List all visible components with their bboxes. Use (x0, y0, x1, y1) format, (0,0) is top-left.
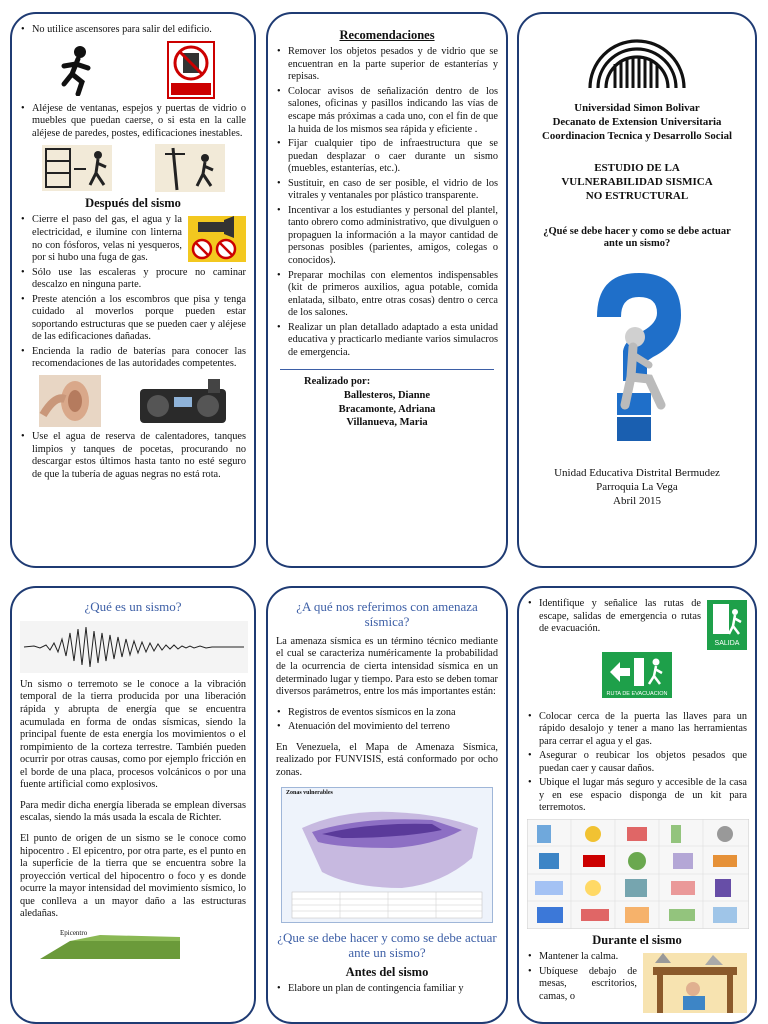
institution-line: Decanato de Extension Universitaria (552, 115, 722, 128)
radio-icon (138, 377, 228, 425)
seismic-hazard-title: ¿A qué nos referimos con amenaza sísmica? (296, 599, 478, 629)
panel-recommendations (266, 12, 508, 568)
after-earthquake-title: Después del sismo (85, 196, 181, 211)
map-title: Zonas vulnerables (286, 790, 333, 797)
study-title-line: NO ESTRUCTURAL (585, 190, 689, 203)
panel-seismic-hazard (266, 586, 508, 1024)
before-item: • Elabore un plan de contingencia familiar y (276, 983, 498, 996)
cover-question: ¿Qué se debe hacer y como se debe actuar ante un sismo? (543, 225, 731, 250)
paragraph: El punto de origen de un sismo se le conoce como hipocentro . El epicentro, por otra parte, es el punto en la superficie de la tierra que se encuentra sobre la proyección vertical del hipocentro o foco y es donde ocurre la mayor intensidad del movimiento sísmico, lo que conlleva a un mayor daño a las estructuras aledañas. (20, 832, 246, 920)
before-earthquake-title: Antes del sismo (345, 965, 429, 980)
terrain-block-icon (40, 935, 180, 959)
epicenter-label: Epicentro (60, 928, 88, 937)
panel-what-is-earthquake (10, 586, 256, 1024)
after-item: • Encienda la radio de baterías para conocer las recomendaciones de las autoridades competentes. (20, 346, 246, 371)
paragraph: Para medir dicha energía liberada se emplean diversas escalas, siendo la más usada la escala de Richter. (20, 799, 246, 824)
prep-item: • Colocar cerca de la puerta las llaves para un rápido desalojo y tener a mano las herramientas para cerrar el agua y el gas. (527, 711, 747, 749)
usb-logo (527, 26, 747, 95)
cover-footer (527, 466, 747, 509)
recommendation-item: • Colocar avisos de señalización dentro de los salones, oficinas y pasillos indicando las vías de escape más próximas a cada uno, con el fin de que la huida de los mismos sea rápida y eficiente . (276, 86, 498, 136)
panel-after-earthquake (10, 12, 256, 568)
windows-images (20, 144, 246, 192)
evacuation-route-sign (527, 652, 747, 703)
prep-item: • Ubique el lugar más seguro y accesible de la casa y en ese espacio disponga de un kit para terremotos. (527, 777, 747, 815)
what-is-earthquake-title: ¿Qué es un sismo? (84, 599, 182, 614)
hazard-intro: La amenaza sísmica es un término técnico mediante el cual se caracteriza numéricamente la probabilidad de la ocurrencia de cierta intensidad sísmica en un determinado lugar y tiempo. Para esto se deben tomar diversos parámetros, entre los más importantes están: (276, 635, 498, 698)
publication-date: Abril 2015 (613, 495, 661, 508)
during-earthquake-title: Durante el sismo (592, 932, 682, 947)
made-by-label: Realizado por: (304, 376, 371, 388)
question-mark-figure-icon (577, 265, 697, 445)
after-item: • Sólo use las escaleras y procure no caminar descalzo en ninguna parte. (20, 267, 246, 292)
falling-pole-icon (155, 144, 225, 192)
recommendation-item: • Preparar mochilas con elementos indispensables (kit de primeros auxilios, agua potable, comida enlatada, silbato, entre otras cosas) dentro o cerca de los salones. (276, 270, 498, 320)
after-item: • Cierre el paso del gas, el agua y la electricidad, e ilumine con linterna no con fósforos, velas ni yesqueros, por si hubo una fuga de gas. (20, 214, 246, 264)
evacuation-route-icon (602, 652, 672, 698)
recommendation-item: • Realizar un plan detallado adaptado a esta unidad educativa y practicarlo mediante varios simulacros de emergencia. (276, 322, 498, 360)
seismogram-icon (20, 621, 248, 673)
running-man-icon (52, 44, 104, 96)
bullet-reserve-water: • Use el agua de reserva de calentadores, tanques limpios y tanques de pocetas, procurando no descargar estos últimos hasta tanto no esté seguro de que la tubería de aguas negras no está rota. (20, 431, 246, 481)
bullet-no-elevators: • No utilice ascensores para salir del edificio. (20, 24, 246, 37)
study-title (527, 161, 747, 204)
no-elevator-sign-icon (167, 41, 215, 99)
shelf-falling-icon (42, 145, 112, 191)
recommendations-title: Recomendaciones (339, 28, 435, 42)
venezuela-map-icon (282, 788, 492, 922)
prep-item: • Identifique y señalice las rutas de escape, salidas de emergencia o rutas de evacuación. (527, 598, 747, 636)
recommendation-item: • Fijar cualquier tipo de infraestructura que se puedan desplazar o caer durante un sismo (muebles, estanterías, etc.). (276, 138, 498, 176)
university-logo-icon (582, 26, 692, 90)
study-title-line: VULNERABILIDAD SISMICA (561, 175, 713, 188)
route-sign-text: RUTA DE EVACUACION (606, 691, 668, 697)
recommendation-item: • Sustituir, en caso de ser posible, el vidrio de los vitrales y ventanales por plástico transparente. (276, 178, 498, 203)
hazard-parameter: • Atenuación del movimiento del terreno (276, 721, 498, 734)
institution-line: Coordinacion Tecnica y Desarrollo Social (542, 129, 732, 142)
exit-sign-text: SALIDA (714, 640, 740, 647)
listening-ear-icon (39, 375, 101, 427)
recommendation-item: • Incentivar a los estudiantes y personal del plantel, tanto obrero como administrativo, que divulguen o propaguen la información a la mayor cantidad de personas posibles (parientes, amigos, colegas o conocidos). (276, 205, 498, 268)
after-item: • Preste atención a los escombros que pisa y tenga cuidado al moverlos porque pueden estar soportando estructuras que se pueden caer y aléjese de las edificaciones dañadas. (20, 294, 246, 344)
recommendation-item: • Remover los objetos pesados y de vidrio que se encuentran en la parte superior de estanterías y repisas. (276, 46, 498, 84)
during-item: • Mantener la calma. (527, 951, 747, 964)
author: Bracamonte, Adriana (338, 403, 436, 415)
question-figure (527, 265, 747, 450)
during-item: • Ubíquese debajo de mesas, escritorios, camas, o (527, 966, 747, 1004)
bullet-away-windows: • Aléjese de ventanas, espejos y puertas de vidrio o muebles que puedan caerse, o si esta en la calle aléjese de paredes, postes, edificaciones inestables. (20, 103, 246, 141)
institution (527, 101, 747, 143)
what-to-do-question: ¿Que se debe hacer y como se debe actuar ante un sismo? (277, 930, 497, 961)
panel-preparation (517, 586, 757, 1024)
earthquake-kit-icon (527, 819, 749, 929)
authors (276, 389, 498, 430)
study-title-line: ESTUDIO DE LA (594, 161, 680, 174)
author: Ballesteros, Dianne (343, 390, 431, 402)
institution-line: Universidad Simon Bolivar (574, 101, 700, 114)
author: Villanueva, Maria (346, 417, 428, 429)
radio-images (20, 375, 246, 427)
paragraph: Un sismo o terremoto se le conoce a la vibración temporal de la tierra producida por una liberación rápida y abrupta de energía que se encuentra acumulada en forma de ondas sísmicas, siendo la principal fuente de esta energía los movimientos o el rompimiento de la corteza terrestre. También pueden ocurrir por otras causas, como por ejemplo fricción en el borde de una placa, procesos volcánicos o por una fuente artificial como explosivos. (20, 678, 246, 791)
hazard-map (281, 787, 493, 923)
epicenter-figure (20, 929, 246, 959)
prep-item: • Asegurar o reubicar los objetos pesados que puedan caer y causar daños. (527, 750, 747, 775)
divider (280, 369, 494, 370)
parish-name: Parroquia La Vega (596, 480, 678, 493)
elevator-images (20, 41, 246, 99)
panel-cover (517, 12, 757, 568)
school-name: Unidad Educativa Distrital Bermudez (554, 466, 720, 479)
venezuela-text: En Venezuela, el Mapa de Amenaza Sísmica, realizado por FUNVISIS, está conformado por ocho zonas. (276, 741, 498, 778)
hazard-parameter: • Registros de eventos sísmicos en la zona (276, 707, 498, 720)
